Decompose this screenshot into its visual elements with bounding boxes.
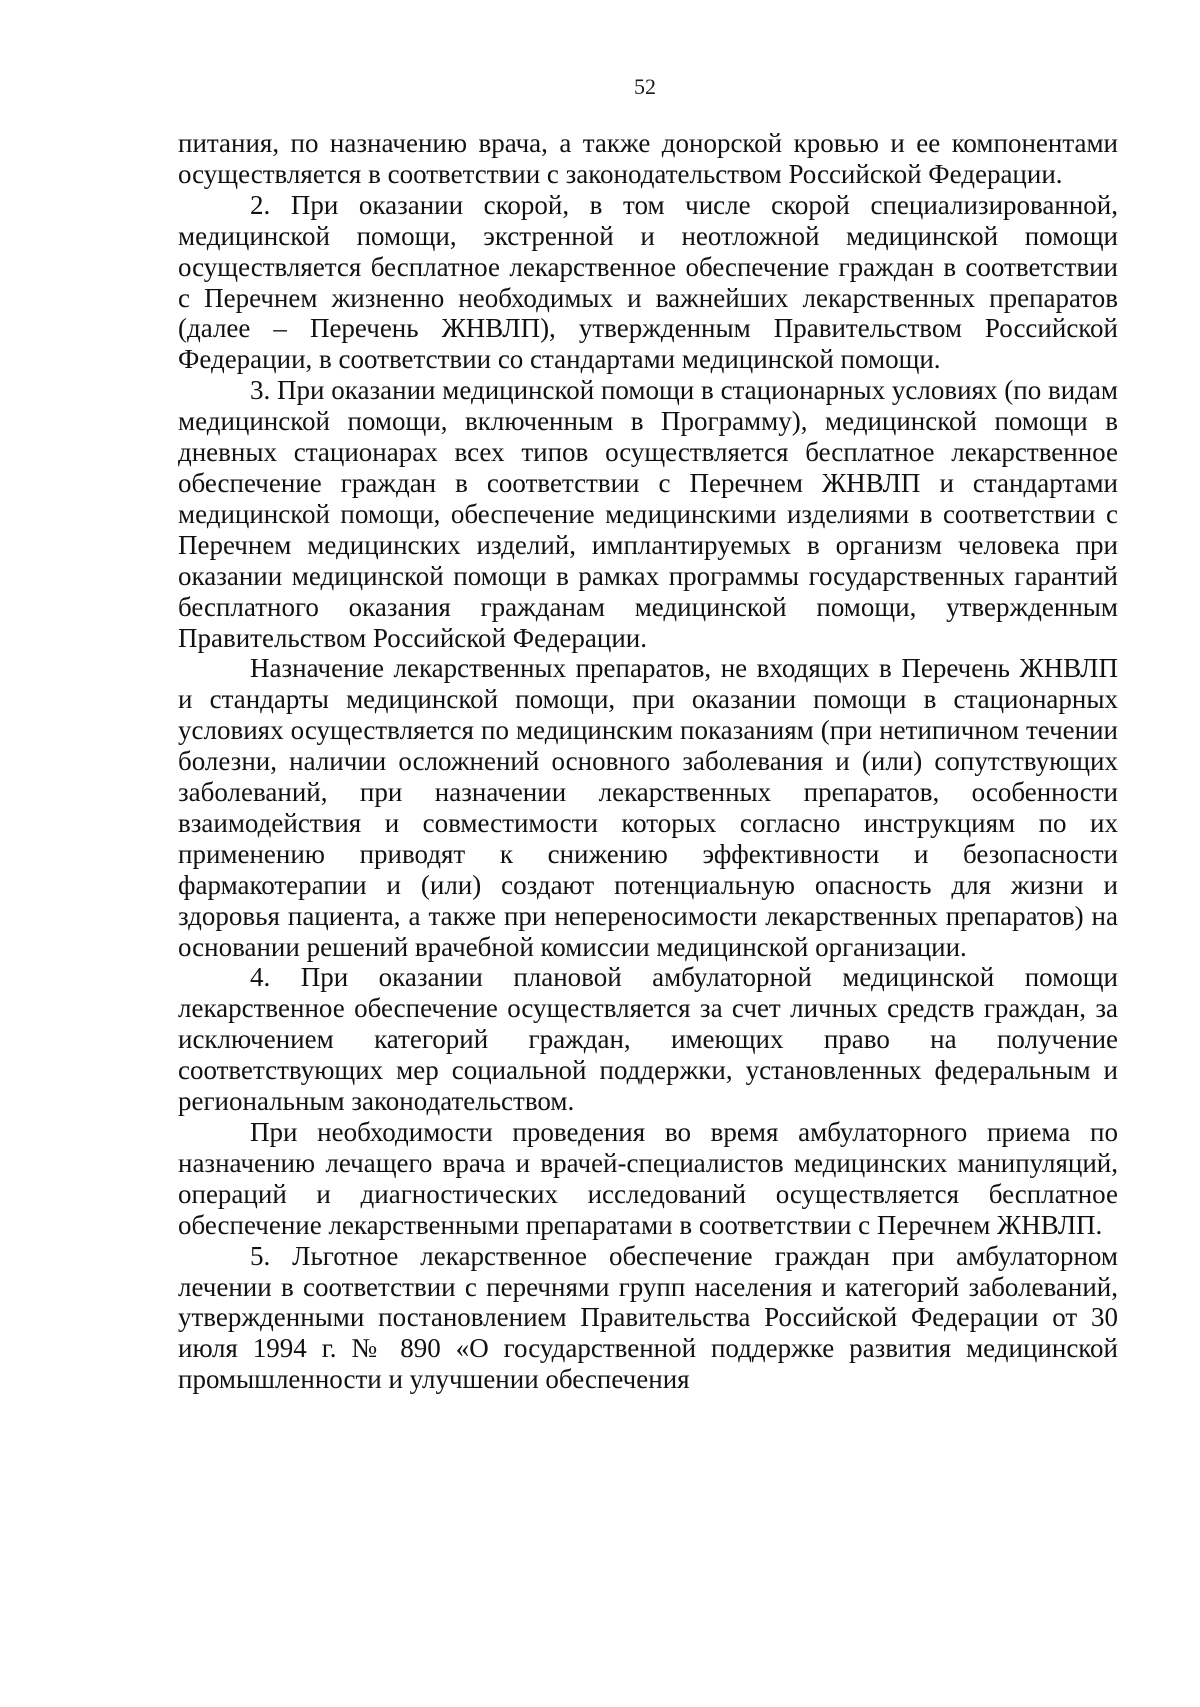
paragraph-item-2: 2. При оказании скорой, в том числе скорой специализированной, медицинской помощи, экстренной и неотложной медицинской помощи осуществляется бесплатное лекарственное обеспечение граждан в соответствии с Перечнем жизненно необходимых и важнейших лекарственных препаратов (далее – Перечень ЖНВЛП), утвержденным Правительством Российской Федерации, в соответствии со стандартами медицинской помощи. [178,189,1118,375]
paragraph-item-3: 3. При оказании медицинской помощи в стационарных условиях (по видам медицинской помощи, включенным в Программу), медицинской помощи в дневных стационарах всех типов осуществляется бесплатное лекарственное обеспечение граждан в соответствии с Перечнем ЖНВЛП и стандартами медицинской помощи, обеспечение медицинскими изделиями в соответствии с Перечнем медицинских изделий, имплантируемых в организм человека при оказании медицинской помощи в рамках программы государственных гарантий бесплатного оказания гражданам медицинской помощи, утвержденным Правительством Российской Федерации. [178,375,1118,653]
paragraph-continuation: питания, по назначению врача, а также донорской кровью и ее компонентами осуществляется в соответствии с законодательством Российской Федерации. [178,128,1118,189]
document-body [178,128,1118,1395]
page-number: 52 [634,74,656,99]
paragraph-outpatient: При необходимости проведения во время амбулаторного приема по назначению лечащего врача и врачей-специалистов медицинских манипуляций, операций и диагностических исследований осуществляется бесплатное обеспечение лекарственными препаратами в соответствии с Перечнем ЖНВЛП. [178,1117,1118,1240]
paragraph-item-5: 5. Льготное лекарственное обеспечение граждан при амбулаторном лечении в соответствии с перечнями групп населения и категорий заболеваний, утвержденными постановлением Правительства Российской Федерации от 30 июля 1994 г. № 890 «О государственной поддержке развития медицинской промышленности и улучшении обеспечения [178,1240,1118,1395]
paragraph-prescription: Назначение лекарственных препаратов, не входящих в Перечень ЖНВЛП и стандарты медицинской помощи, при оказании помощи в стационарных условиях осуществляется по медицинским показаниям (при нетипичном течении болезни, наличии осложнений основного заболевания и (или) сопутствующих заболеваний, при назначении лекарственных препаратов, особенности взаимодействия и совместимости которых согласно инструкциям по их применению приводят к снижению эффективности и безопасности фармакотерапии и (или) создают потенциальную опасность для жизни и здоровья пациента, а также при непереносимости лекарственных препаратов) на основании решений врачебной комиссии медицинской организации. [178,653,1118,962]
paragraph-item-4: 4. При оказании плановой амбулаторной медицинской помощи лекарственное обеспечение осуществляется за счет личных средств граждан, за исключением категорий граждан, имеющих право на получение соответствующих мер социальной поддержки, установленных федеральным и региональным законодательством. [178,962,1118,1117]
